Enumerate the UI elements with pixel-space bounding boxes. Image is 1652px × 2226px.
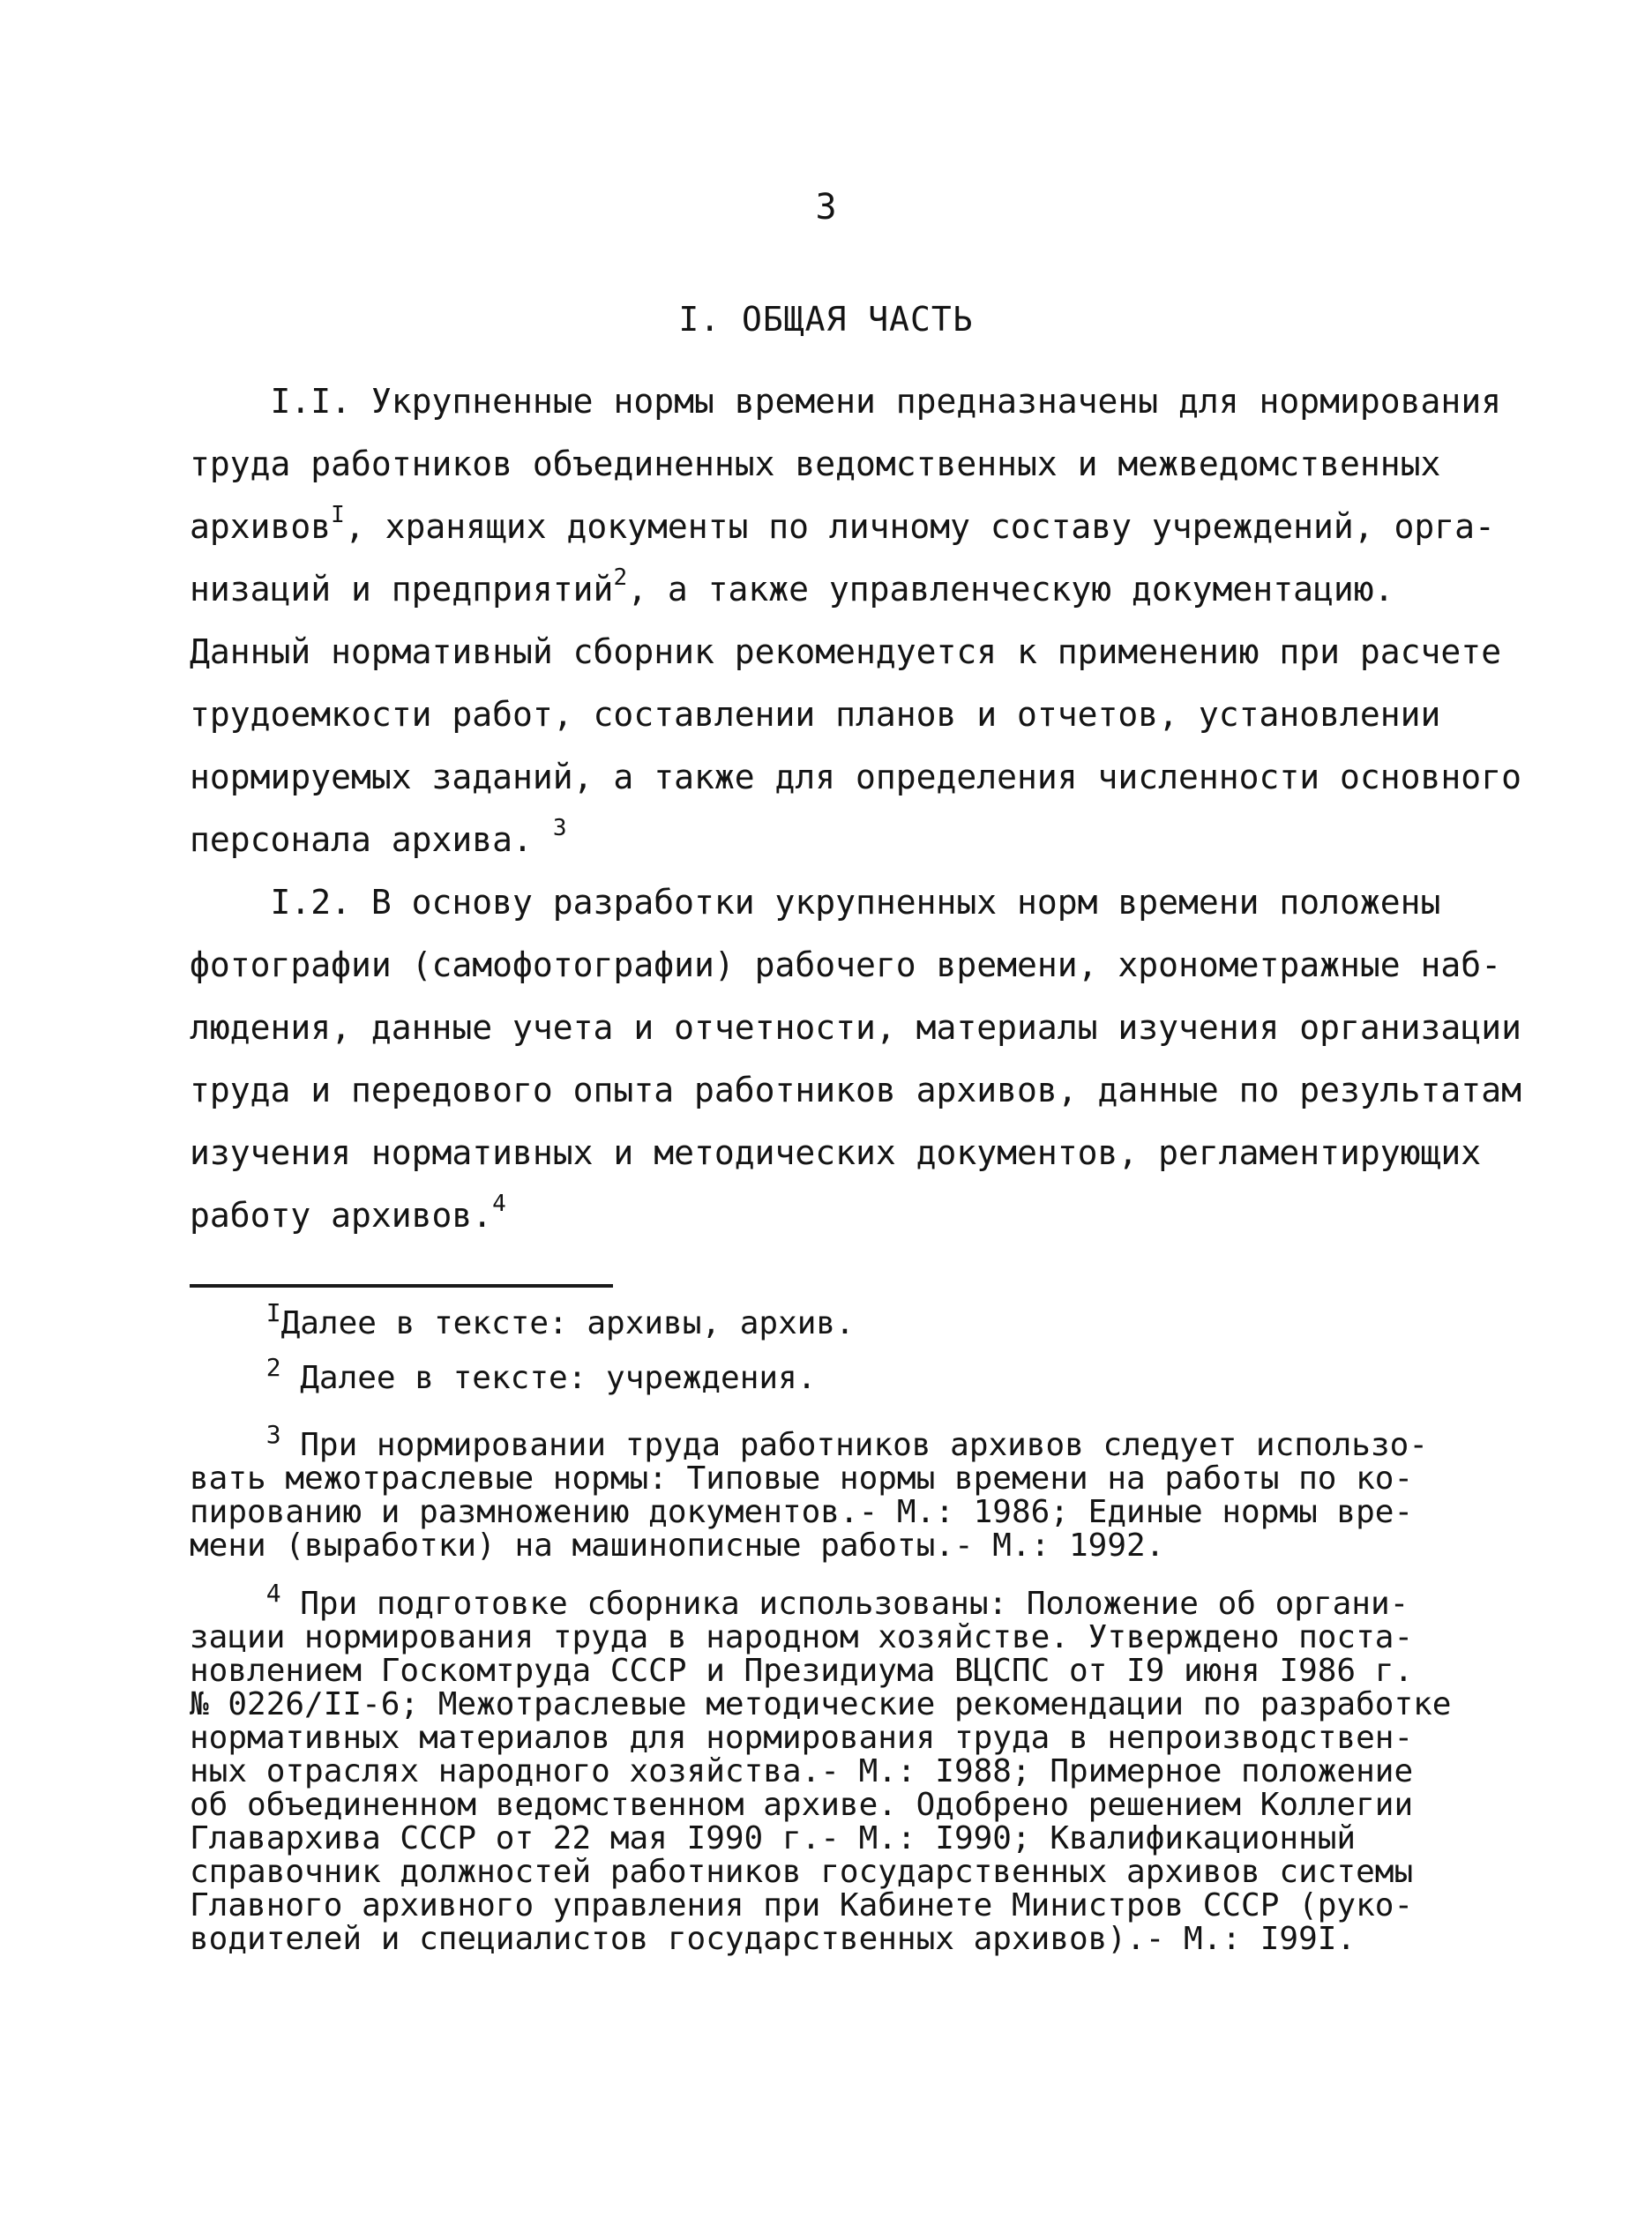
footnote-line: водителей и специалистов государственных архивов).- М.: I99I.: [190, 1921, 1357, 1957]
footnote-line: [190, 1420, 1477, 1463]
text-line-content: I.I. Укрупненные нормы времени предназначены для нормирования: [270, 382, 1502, 421]
paragraph-2: [190, 871, 1521, 1247]
text-line: [190, 809, 1477, 871]
text-line-content: , а также управленческую документацию.: [627, 570, 1394, 609]
text-line: трудоемкости работ, составлении планов и отчетов, установлении: [190, 695, 1441, 734]
text-line: нормируемых заданий, а также для определения численности основного: [190, 758, 1521, 796]
paragraph-1: [190, 370, 1521, 871]
text-line-content: архивов: [190, 507, 332, 546]
text-line: [190, 496, 1495, 558]
page-number: 3: [815, 187, 837, 228]
footnote-ref: 3: [552, 815, 567, 841]
text-line-content: низаций и предприятий: [190, 570, 614, 609]
footnote-line: Главархива СССР от 22 мая I990 г.- М.: I990; Квалификационный: [190, 1820, 1357, 1856]
footnote-line: зации нормирования труда в народном хозяйстве. Утверждено поста-: [190, 1619, 1414, 1655]
footnote-line: [190, 1353, 1477, 1399]
text-line: людения, данные учета и отчетности, материалы изучения организации: [190, 1008, 1521, 1047]
text-line: [190, 558, 1477, 621]
footnote-text: При подготовке сборника использованы: Положение об органи-: [280, 1586, 1409, 1622]
text-line: [190, 871, 1477, 934]
text-line-content: работу архивов.: [190, 1196, 493, 1235]
footnote-line: Главного архивного управления при Кабинете Министров СССР (руко-: [190, 1887, 1414, 1923]
footnote-ref: 4: [492, 1191, 506, 1217]
text-line: труда работников объединенных ведомственных и межведомственных: [190, 444, 1441, 483]
text-line-content: I.2. В основу разработки укрупненных норм времени положены: [270, 883, 1441, 922]
footnote-mark: 2: [265, 1353, 281, 1382]
footnote-4: [190, 1579, 1477, 1957]
footnote-line: № 0226/II-6; Межотраслевые методические рекомендации по разработке: [190, 1686, 1452, 1722]
text-line-content: персонала архива.: [190, 820, 553, 859]
section-heading: I. ОБЩАЯ ЧАСТЬ: [678, 300, 974, 339]
text-line: фотографии (самофотографии) рабочего времени, хронометражные наб-: [190, 945, 1502, 984]
footnote-1: [190, 1298, 1477, 1344]
footnote-mark: 3: [265, 1420, 281, 1449]
footnote-mark: I: [265, 1298, 281, 1327]
footnote-ref: 2: [613, 564, 628, 591]
footnote-line: об объединенном ведомственном архиве. Одобрено решением Коллегии: [190, 1787, 1414, 1823]
footnote-divider: [190, 1284, 613, 1288]
footnote-line: ных отраслях народного хозяйства.- М.: I988; Примерное положение: [190, 1753, 1414, 1789]
footnote-mark: 4: [265, 1579, 281, 1608]
text-line-content: , хранящих документы по личному составу учреждений, орга-: [344, 507, 1495, 546]
text-line: труда и передового опыта работников архивов, данные по результатам: [190, 1071, 1521, 1109]
body-text: [190, 370, 1521, 1247]
footnote-text: Далее в тексте: архивы, архив.: [280, 1305, 855, 1341]
footnote-ref: I: [331, 502, 345, 528]
text-line: изучения нормативных и методических документов, регламентирующих: [190, 1133, 1482, 1172]
text-line: Данный нормативный сборник рекомендуется к применению при расчете: [190, 632, 1502, 671]
footnote-text: При нормировании труда работников архивов следует использо-: [280, 1427, 1428, 1463]
footnote-line: пированию и размножению документов.- М.: 1986; Единые нормы вре-: [190, 1494, 1414, 1530]
footnote-line: мени (выработки) на машинописные работы.- М.: 1992.: [190, 1528, 1165, 1564]
footnote-text: Далее в тексте: учреждения.: [280, 1360, 817, 1396]
footnote-line: [190, 1298, 1477, 1344]
footnote-line: вать межотраслевые нормы: Типовые нормы времени на работы по ко-: [190, 1460, 1414, 1497]
footnote-line: [190, 1579, 1477, 1622]
footnote-3: [190, 1420, 1477, 1564]
footnote-line: справочник должностей работников государственных архивов системы: [190, 1854, 1414, 1890]
text-line: [190, 1184, 1477, 1247]
footnote-line: нормативных материалов для нормирования труда в непроизводствен-: [190, 1720, 1414, 1756]
footnote-line: новлением Госкомтруда СССР и Президиума ВЦСПС от I9 июня I986 г.: [190, 1653, 1414, 1689]
footnote-2: [190, 1353, 1477, 1399]
text-line: [190, 370, 1502, 433]
